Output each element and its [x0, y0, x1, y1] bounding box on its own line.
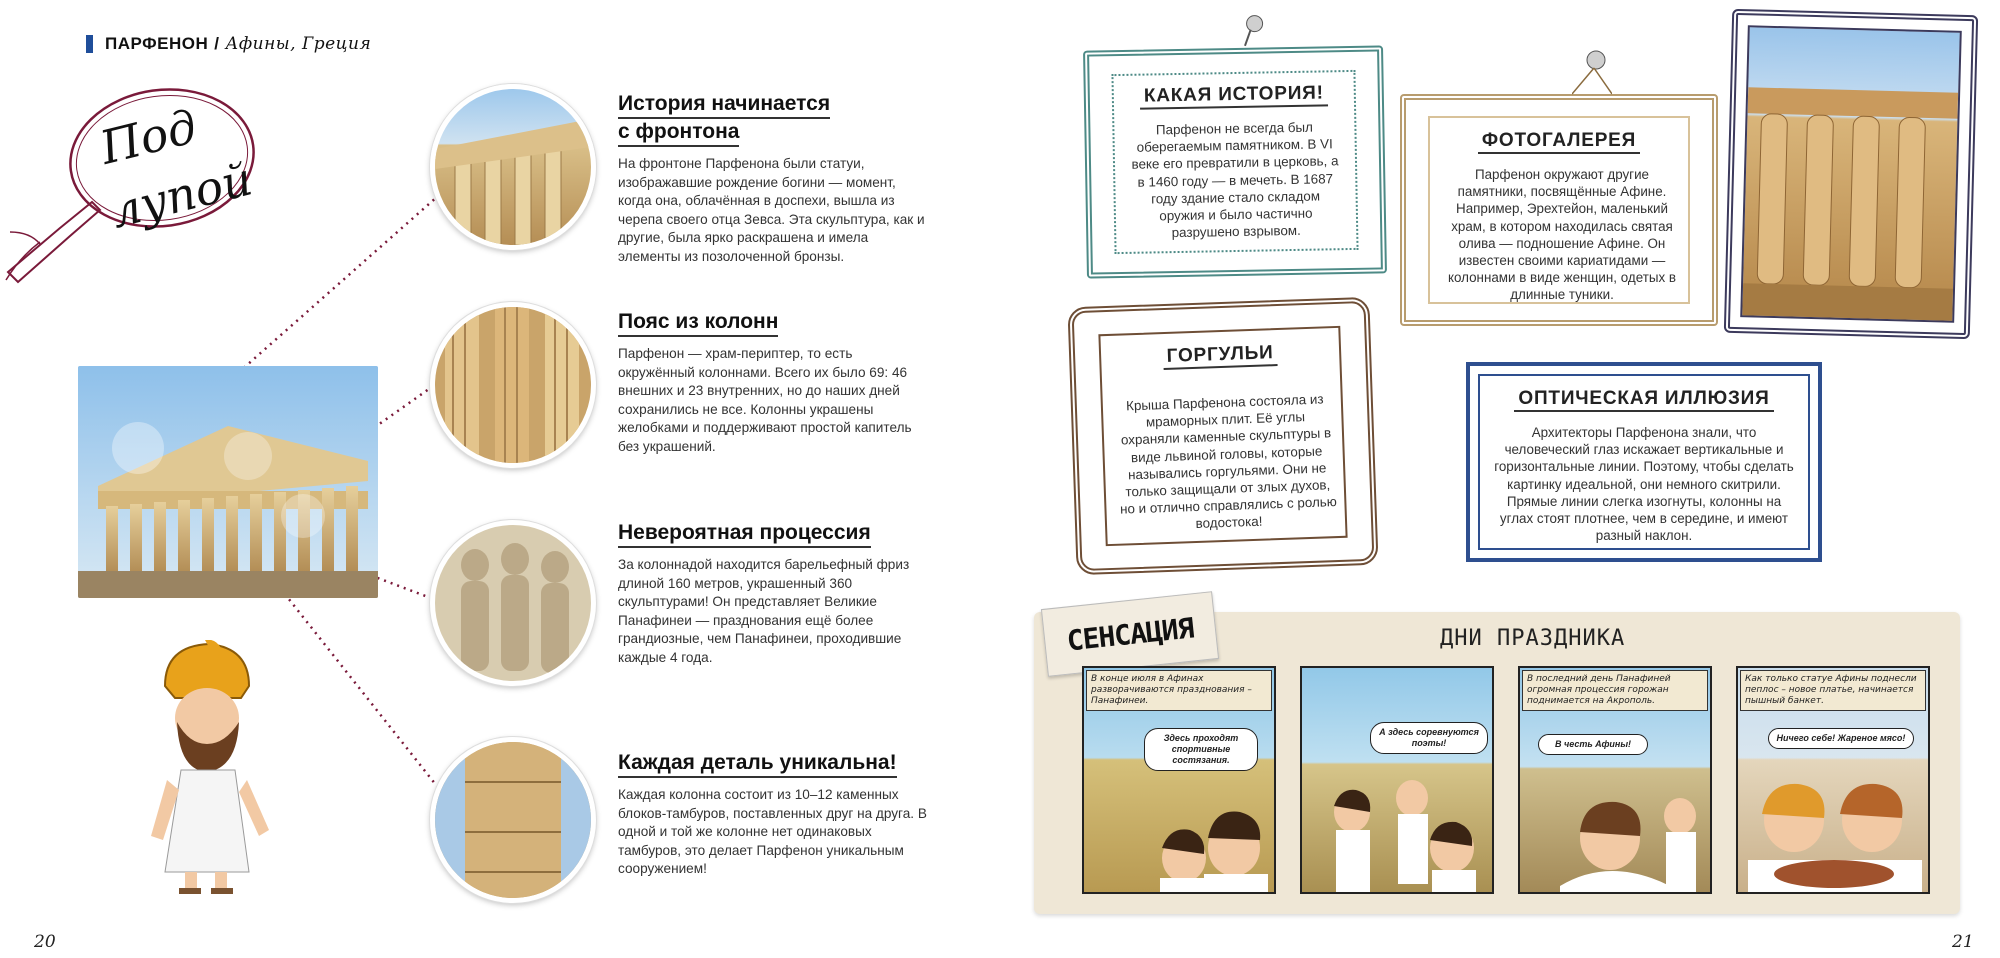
- frame-illusion: [1466, 362, 1822, 562]
- sensation-label: СЕНСАЦИЯ: [1065, 610, 1195, 658]
- section-title-2: [618, 119, 739, 147]
- panel-caption: Как только статуе Афины поднесли пеплос – новое платье, начинается пышный банкет.: [1740, 670, 1926, 711]
- section-procession: [618, 520, 928, 667]
- lupa-line2: лупой: [105, 151, 258, 239]
- drum-detail-photo: [430, 737, 596, 903]
- caryatids-photo-frame: [1724, 9, 1978, 339]
- comic-panel-1: [1082, 666, 1276, 894]
- lupa-line1: Под: [94, 99, 203, 175]
- frame-title: ФОТОГАЛЕРЕЯ: [1478, 130, 1640, 154]
- comic-title: ДНИ ПРАЗДНИКА: [1440, 626, 1626, 651]
- parthenon-photo: [78, 366, 378, 598]
- page-number-left: 20: [34, 932, 56, 952]
- section-body: За колоннадой находится барельефный фриз длиной 160 метров, украшенный 360 скульптурами! Он представляет Великие Панафинеи — празднования ещё более грандиозные, чем Панафинеи, проходившие каждые 4 года.: [618, 557, 910, 665]
- section-body: На фронтоне Парфенона были статуи, изображавшие рождение богини — момент, когда она, облачённая в доспехи, вышла из черепа своего отца Зевса. Эта скульптура, как и другие, была ярко раскрашена и имела элементы из позолоченной бронзы.: [618, 156, 925, 264]
- speech-bubble: Здесь проходят спортивные состязания.: [1144, 728, 1258, 771]
- frame-body: Крыша Парфенона состояла из мраморных плит. Её углы охраняли каменные скульптуры в виде львиной головы, которые назывались горгульями. Они не только защищали от злых духов, но и отлично справлялись с ролью водостока!: [1119, 391, 1338, 532]
- frame-title: КАКАЯ ИСТОРИЯ!: [1140, 82, 1328, 109]
- frame-gallery: [1400, 94, 1718, 326]
- panel-caption: В конце июля в Афинах разворачиваются празднования – Панафинеи.: [1086, 670, 1272, 711]
- speech-bubble: Ничего себе! Жареное мясо!: [1768, 728, 1914, 749]
- frame-body: Архитекторы Парфенона знали, что человеческий глаз искажает вертикальные и горизонтальные линии. Поэтому, чтобы сделать картинку идеальной, они немного скитрили. Прямые линии слегка изогнуты, колонны на углах стоят плотнее, чем в середине, и имеют разный наклон.: [1494, 425, 1794, 544]
- frame-body: Парфенон окружают другие памятники, посвящённые Афине. Например, Эрехтейон, маленький храм, в котором находилась святая олива — подношение Афине. Он известен своими кариатидами — колоннами в виде женщин, одетых в длинные туники.: [1447, 167, 1676, 303]
- section-body: Парфенон — храм-периптер, то есть окружённый колоннами. Всего их было 69: 46 внешних и 23 внутренних, но до наших дней сохранились не все. Колонны украшены желобками и поддерживают простой капитель без украшений.: [618, 346, 912, 454]
- section-detail: [618, 750, 928, 879]
- section-title-line2: с фронтона: [618, 120, 740, 143]
- frieze-detail-photo: [430, 520, 596, 686]
- header-title: ПАРФЕНОН: [105, 34, 209, 53]
- section-columns: [618, 309, 928, 456]
- comic-panel-4: [1736, 666, 1930, 894]
- section-title: [618, 91, 830, 119]
- section-title: Каждая деталь уникальна!: [618, 750, 897, 778]
- section-title-line1: История начинается: [618, 92, 831, 115]
- pediment-detail-photo: [430, 84, 596, 250]
- frame-gargoyles: [1067, 297, 1378, 575]
- pushpin-icon: [1238, 13, 1269, 48]
- columns-detail-photo: [430, 302, 596, 468]
- speech-bubble: А здесь соревнуются поэты!: [1370, 722, 1488, 754]
- frame-body: Парфенон не всегда был оберегаемым памятником. В VI веке его превратили в церковь, а в 1460 году — в мечеть. В 1687 году здание стало складом оружия и было частично разрушено взрывом.: [1131, 119, 1339, 241]
- section-body: Каждая колонна состоит из 10–12 каменных блоков-тамбуров, поставленных друг на друга. В одной и той же колонне нет одинаковых тамбуров, это делает Парфенон уникальным сооружением!: [618, 787, 927, 876]
- header-location: Афины, Греция: [225, 34, 372, 54]
- comic-panel-3: [1518, 666, 1712, 894]
- frame-title: ОПТИЧЕСКАЯ ИЛЛЮЗИЯ: [1514, 388, 1773, 412]
- pushpin-icon: [1572, 48, 1612, 96]
- greek-warrior-illustration: [145, 640, 275, 900]
- speech-bubble: В честь Афины!: [1538, 734, 1648, 755]
- frame-title: ГОРГУЛЬИ: [1162, 342, 1278, 370]
- header-separator: /: [214, 34, 220, 53]
- caryatids-photo: [1740, 25, 1962, 323]
- comic-panel-2: [1300, 666, 1494, 894]
- section-title: Невероятная процессия: [618, 520, 871, 548]
- frame-history: [1083, 45, 1387, 278]
- page-number-right: 21: [1952, 932, 1974, 952]
- panel-caption: В последний день Панафиней огромная процессия горожан поднимается на Акрополь.: [1522, 670, 1708, 711]
- section-pediment: [618, 91, 928, 266]
- section-title: Пояс из колонн: [618, 309, 778, 337]
